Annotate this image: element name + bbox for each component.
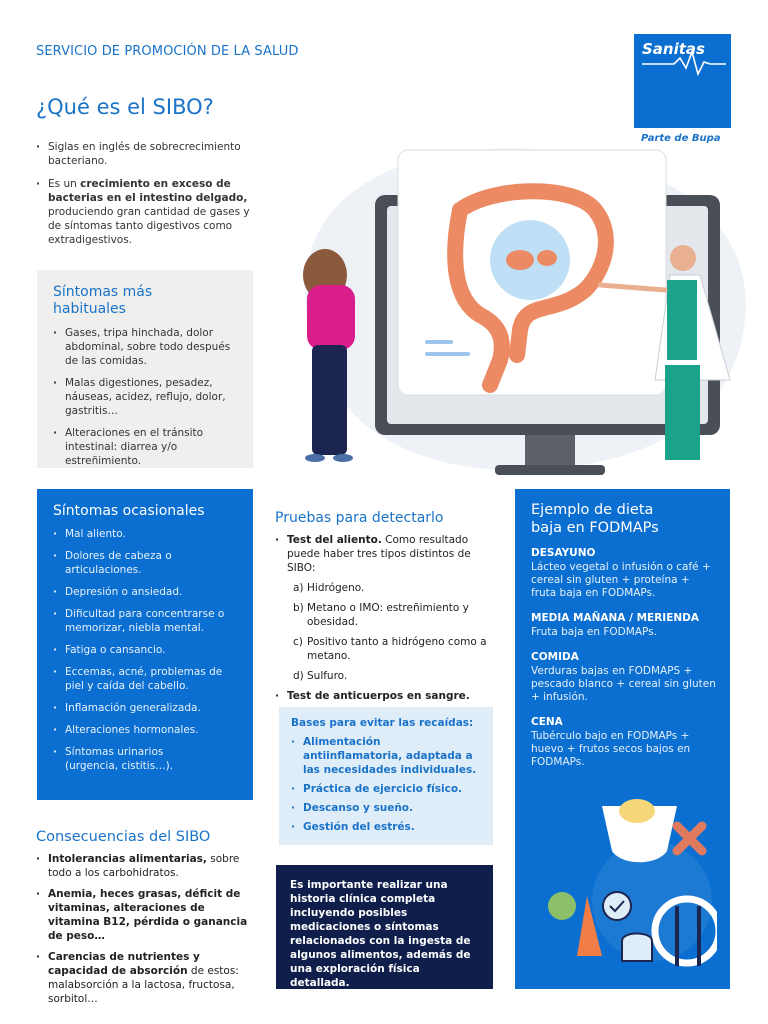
sub-item	[293, 601, 490, 629]
sub-item-text: Metano o IMO: estreñimiento y obesidad.	[307, 602, 469, 628]
brand-logo[interactable]	[634, 34, 731, 128]
list-item: · Eccemas, acné, problemas de piel y caída del cabello.	[53, 665, 243, 693]
list-item: · Gestión del estrés.	[291, 820, 483, 834]
list-item-bold: Anemia, heces grasas, déficit de vitaminas, alteraciones de vitamina B12, pérdida o ganancia de peso…	[48, 888, 248, 942]
list-item: · Alteraciones hormonales.	[53, 723, 243, 737]
list-item: · Descanso y sueño.	[291, 801, 483, 815]
sub-item-letter: d)	[293, 670, 304, 682]
meal-block	[531, 651, 718, 704]
sintomas-ocasionales-title: Síntomas ocasionales	[53, 503, 205, 519]
cross-icon	[677, 826, 702, 851]
list-item: · Alteraciones en el tránsito intestinal: diarrea y/o estreñimiento.	[53, 426, 243, 468]
list-item: · Alimentación antiinflamatoria, adaptada a las necesidades individuales.	[291, 735, 483, 777]
sub-item-text: Hidrógeno.	[307, 582, 365, 594]
dieta-title: Ejemplo de dieta baja en FODMAPs	[531, 502, 659, 536]
brand-tagline: Parte de Bupa	[641, 133, 721, 144]
intro-item-text: produciendo gran cantidad de gases y de síntomas tanto digestivos como extradigestivos.	[48, 206, 250, 246]
broccoli-icon	[548, 892, 576, 920]
list-item-text: de estos: malabsorción a la lactosa, fructosa, sorbitol…	[48, 965, 239, 1005]
list-item-text: sobre todo a los carbohidratos.	[48, 853, 240, 879]
list-item-bold: Intolerancias alimentarias,	[48, 853, 207, 865]
list-item: · Malas digestiones, pesadez, náuseas, acidez, reflujo, dolor, gastritis…	[53, 376, 243, 418]
list-item-bold: Test del aliento.	[287, 534, 382, 546]
nota-box	[276, 865, 493, 989]
check-icon	[603, 892, 631, 920]
consecuencias-title: Consecuencias del SIBO	[36, 829, 211, 845]
list-item	[36, 887, 256, 943]
meal-name: MEDIA MAÑANA / MERIENDA	[531, 612, 699, 624]
recaidas-box	[279, 707, 493, 845]
sintomas-habituales-title: Síntomas más habituales	[53, 284, 153, 317]
list-item: · Práctica de ejercicio físico.	[291, 782, 483, 796]
consecuencias-list	[36, 852, 256, 1013]
pruebas-title: Pruebas para detectarlo	[275, 510, 444, 526]
sintomas-habituales-box	[37, 270, 253, 468]
intro-item-bold: crecimiento en exceso de bacterias en el intestino delgado,	[48, 178, 248, 204]
sibo-types-list	[293, 581, 490, 683]
recaidas-title: Bases para evitar las recaídas:	[291, 717, 474, 729]
list-item: · Depresión o ansiedad.	[53, 585, 243, 599]
list-item: · Fatiga o cansancio.	[53, 643, 243, 657]
list-item	[36, 950, 256, 1006]
list-item: · Síntomas urinarios (urgencia, cistitis…).	[53, 745, 183, 773]
meal-desc: Verduras bajas en FODMAPS + pescado blanco + cereal sin gluten + infusión.	[531, 665, 716, 703]
meal-block	[531, 716, 718, 769]
page-title: ¿Qué es el SIBO?	[36, 95, 214, 119]
list-item: · Inflamación generalizada.	[53, 701, 243, 715]
nota-text: Es importante realizar una historia clínica completa incluyendo posibles medicaciones o síntomas relacionados con la ingesta de algunos alimentos, además de una exploración física detallada.	[290, 879, 471, 989]
sub-item-text: Sulfuro.	[307, 670, 348, 682]
meal-block	[531, 547, 718, 600]
pruebas-list	[275, 533, 490, 707]
doctor-illustration	[285, 140, 755, 480]
sub-item	[293, 669, 490, 683]
meal-name: DESAYUNO	[531, 547, 596, 559]
dieta-box	[515, 489, 730, 989]
meal-desc: Fruta baja en FODMAPs.	[531, 626, 657, 638]
list-item-bold: Carencias de nutrientes y capacidad de absorción	[48, 951, 200, 977]
intro-item	[36, 140, 251, 168]
meal-name: CENA	[531, 716, 563, 728]
sub-item-letter: a)	[293, 582, 304, 594]
intro-item	[36, 177, 251, 247]
meal-block	[531, 612, 718, 639]
meal-desc: Tubérculo bajo en FODMAPs + huevo + frutos secos bajos en FODMAPs.	[531, 730, 691, 768]
list-item-text: Como resultado puede haber tres tipos distintos de SIBO:	[287, 534, 471, 574]
sub-item-letter: b)	[293, 602, 304, 614]
list-item	[36, 852, 256, 880]
list-item	[275, 533, 490, 683]
intro-item-text: Es un	[48, 178, 81, 190]
sub-item	[293, 581, 490, 595]
intro-item-text: Siglas en inglés de sobrecrecimiento bacteriano.	[48, 141, 241, 167]
meal-desc: Lácteo vegetal o infusión o café + cereal sin gluten + proteína + fruta baja en FODMAPs.	[531, 561, 711, 599]
meal-name: COMIDA	[531, 651, 579, 663]
list-item: · Dificultad para concentrarse o memorizar, niebla mental.	[53, 607, 243, 635]
list-item: · Mal aliento.	[53, 527, 243, 541]
header-kicker: SERVICIO DE PROMOCIÓN DE LA SALUD	[36, 44, 299, 59]
sub-item-letter: c)	[293, 636, 303, 648]
intestine-icon	[622, 934, 652, 962]
list-item: · Gases, tripa hinchada, dolor abdominal, sobre todo después de las comidas.	[53, 326, 243, 368]
intro-list	[36, 140, 251, 256]
sub-item	[293, 635, 490, 663]
food-illustration	[527, 781, 717, 991]
heartbeat-icon	[634, 34, 731, 128]
sintomas-ocasionales-box	[37, 489, 253, 800]
sub-item-text: Positivo tanto a hidrógeno como a metano.	[307, 636, 487, 662]
list-item: · Dolores de cabeza o articulaciones.	[53, 549, 183, 577]
list-item: · Test de anticuerpos en sangre.	[275, 689, 490, 703]
brand-logo-text: Sanitas	[642, 40, 705, 58]
